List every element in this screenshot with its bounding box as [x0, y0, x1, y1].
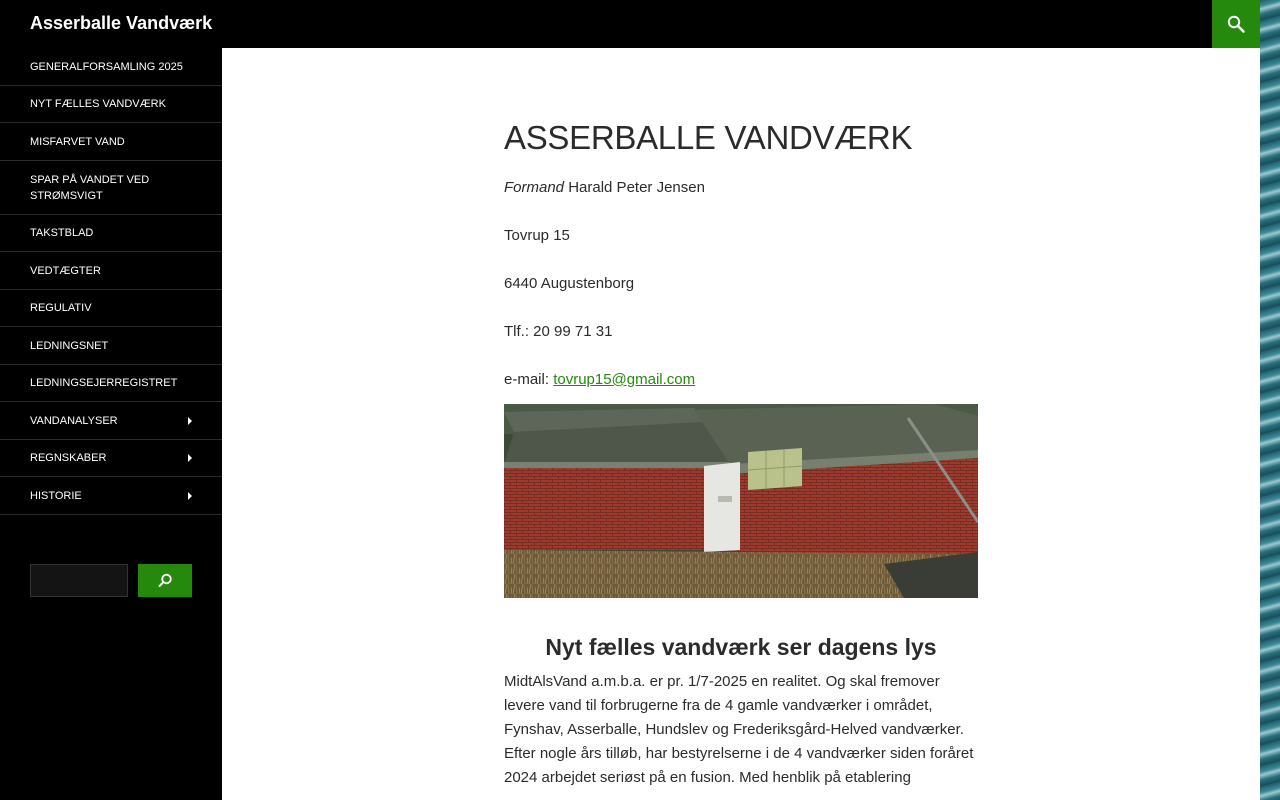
nav-item-label: VEDTÆGTER — [30, 264, 101, 277]
contact-role: Formand — [504, 179, 565, 196]
nav-item[interactable] — [0, 477, 222, 515]
nav-item-label: TAKSTBLAD — [30, 227, 94, 239]
sidebar-search-input[interactable] — [30, 564, 128, 597]
nav-item-label: LEDNINGSEJERREGISTRET — [30, 377, 178, 389]
contact-email — [504, 368, 978, 392]
nav-item-label: REGULATIV — [30, 302, 92, 314]
main-content — [222, 48, 1260, 800]
nav-item[interactable] — [0, 327, 222, 365]
sidebar-search-button[interactable] — [138, 564, 192, 597]
search-icon — [158, 573, 173, 588]
caret-right-icon[interactable] — [188, 492, 192, 500]
email-label: e-mail: — [504, 371, 550, 388]
nav-item[interactable] — [0, 86, 222, 123]
waterworks-building-photo — [504, 404, 978, 598]
nav-item-label: SPAR PÅ VANDET VED STRØMSVIGT — [30, 173, 150, 202]
contact-phone: Tlf.: 20 99 71 31 — [504, 323, 613, 340]
contact-name: Harald Peter Jensen — [568, 179, 705, 196]
site-title-link[interactable]: Asserballe Vandværk — [30, 13, 213, 33]
nav-item-label: HISTORIE — [30, 489, 82, 502]
primary-menu — [0, 48, 222, 515]
nav-item-label: MISFARVET VAND — [30, 135, 125, 148]
nav-item-label: LEDNINGSNET — [30, 339, 109, 352]
nav-item[interactable] — [0, 161, 222, 215]
search-toggle-button[interactable] — [1212, 0, 1260, 48]
page-title: ASSERBALLE VANDVÆRK — [504, 119, 913, 156]
nav-item-label: NYT FÆLLES VANDVÆRK — [30, 98, 166, 110]
nav-item[interactable] — [0, 402, 222, 440]
news-heading: Nyt fælles vandværk ser dagens lys — [545, 634, 937, 660]
nav-item[interactable] — [0, 365, 222, 402]
nav-item[interactable] — [0, 215, 222, 252]
caret-right-icon[interactable] — [188, 454, 192, 462]
nav-item-label: VANDANALYSER — [30, 414, 118, 427]
background-texture — [1260, 0, 1280, 800]
sidebar — [0, 48, 222, 800]
caret-right-icon[interactable] — [188, 417, 192, 425]
site-header — [0, 0, 1260, 48]
search-icon — [1227, 15, 1245, 33]
nav-item[interactable] — [0, 290, 222, 327]
contact-chairman — [504, 176, 978, 200]
contact-city: 6440 Augustenborg — [504, 275, 635, 292]
nav-item[interactable] — [0, 48, 222, 86]
nav-item[interactable] — [0, 123, 222, 161]
contact-street: Tovrup 15 — [504, 227, 570, 244]
page-article — [504, 118, 978, 800]
nav-item-label: GENERALFORSAMLING 2025 — [30, 60, 183, 73]
email-link[interactable]: tovrup15@gmail.com — [553, 371, 696, 388]
nav-item[interactable] — [0, 252, 222, 290]
news-body: MidtAlsVand a.m.b.a. er pr. 1/7-2025 en realitet. Og skal fremover levere vand til forbrugerne fra de 4 gamle vandværker i området, Fynshav, Asserballe, Hundslev og Frederiksgård-Helved vandværker. Efter nogle års tilløb, har bestyrelserne i de 4 vandværker siden foråret 2024 arbejdet seriøst på en fusion. Med henblik på etablering — [504, 673, 974, 786]
nav-item[interactable] — [0, 440, 222, 477]
nav-item-label: REGNSKABER — [30, 452, 107, 464]
